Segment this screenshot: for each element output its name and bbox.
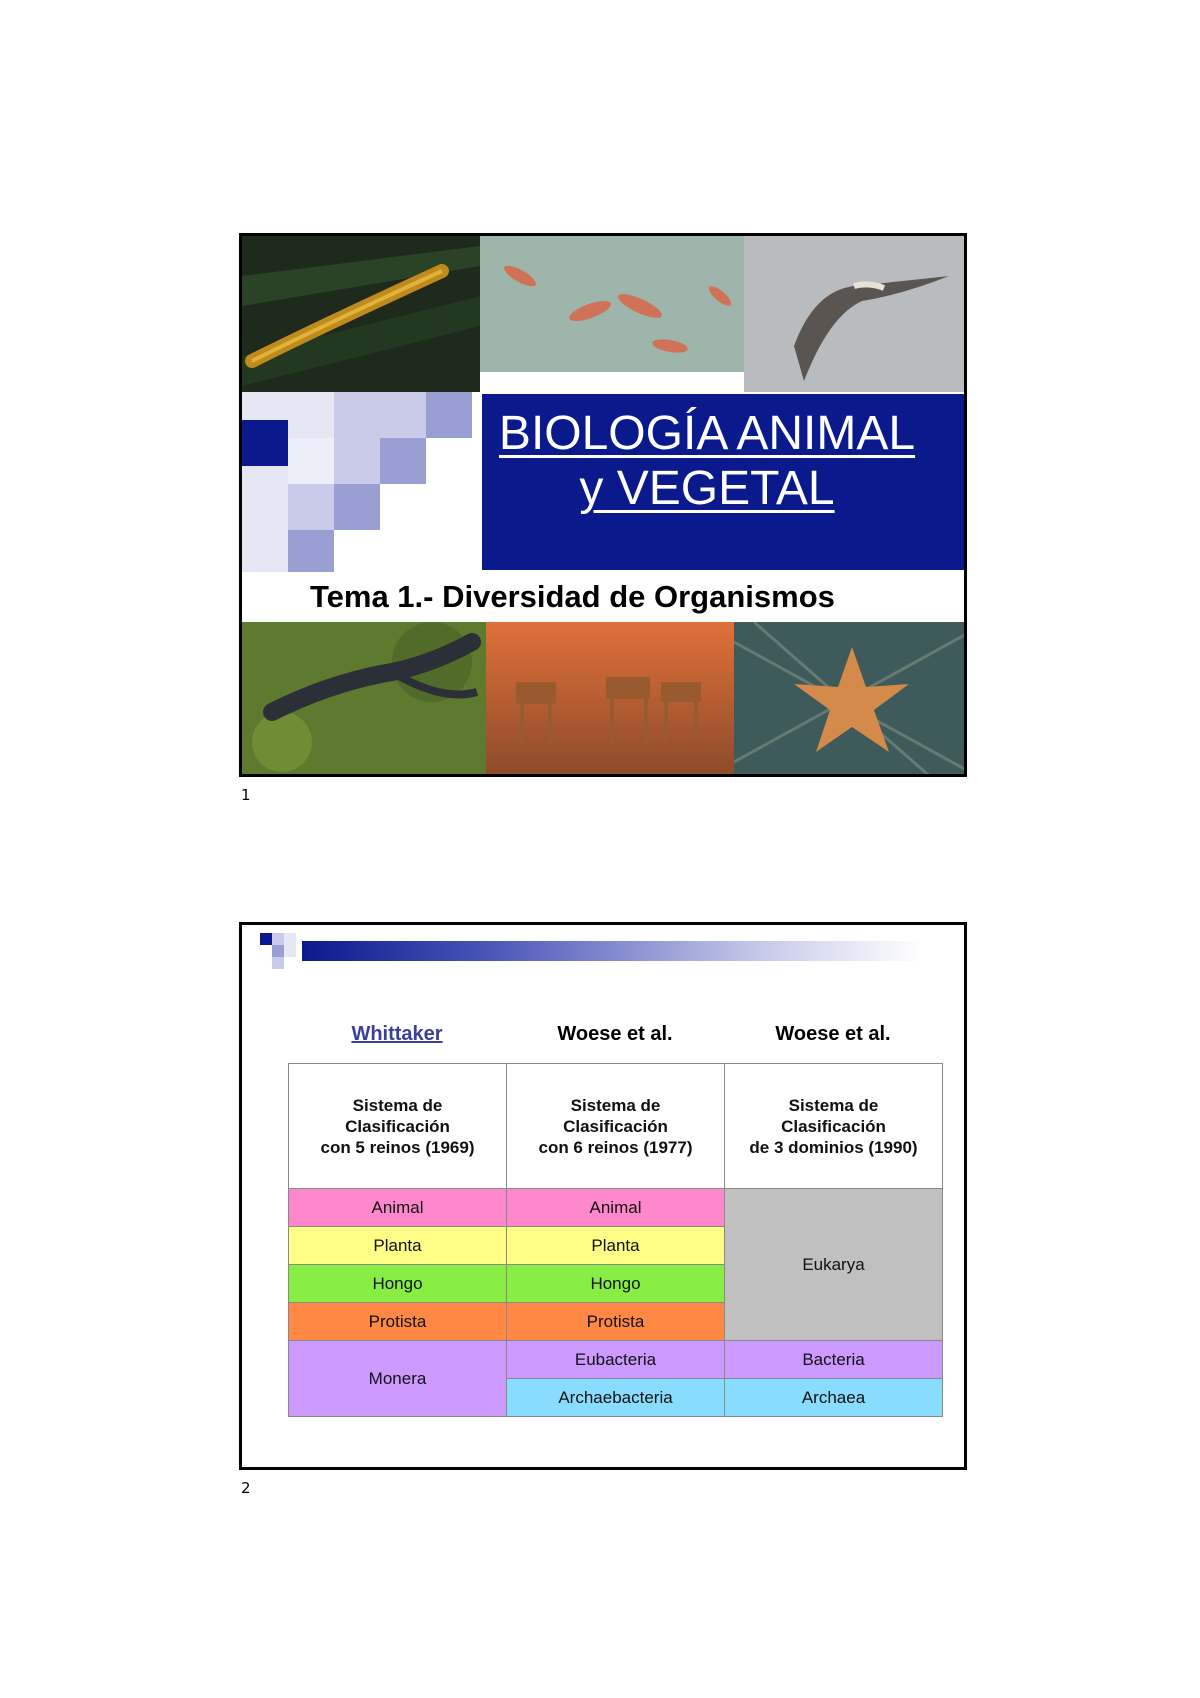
header-cell-5-kingdoms: Sistema de Clasificación con 5 reinos (1969): [289, 1064, 507, 1189]
page-number: 2: [241, 1479, 251, 1497]
photo-salamander: [242, 622, 486, 777]
cell-monera: Monera: [289, 1341, 507, 1417]
decorative-mosaic-small: [250, 933, 310, 969]
slide-title-line-1: BIOLOGÍA ANIMAL: [498, 407, 916, 460]
header-cell-3-domains: Sistema de Clasificación de 3 dominios (1990): [725, 1064, 943, 1189]
cell-archaebacteria: Archaebacteria: [507, 1379, 725, 1417]
photo-pipefish: [242, 236, 480, 392]
table-header-row: [289, 1064, 943, 1189]
header-cell-6-kingdoms: Sistema de Clasificación con 6 reinos (1977): [507, 1064, 725, 1189]
cell-archaea: Archaea: [725, 1379, 943, 1417]
classification-table: [288, 1063, 943, 1417]
title-slide: [239, 233, 967, 777]
cell-hongo: Hongo: [507, 1265, 725, 1303]
cell-animal: Animal: [507, 1189, 725, 1227]
photo-brine-shrimp: [480, 236, 744, 372]
decorative-mosaic: [242, 392, 482, 572]
slide-title-line-2: y VEGETAL: [579, 462, 835, 515]
column-author-woese-1977: Woese et al.: [557, 1023, 673, 1045]
cell-eukarya: Eukarya: [725, 1189, 943, 1341]
cell-hongo: Hongo: [289, 1265, 507, 1303]
column-author-woese-1990: Woese et al.: [775, 1023, 891, 1045]
cell-animal: Animal: [289, 1189, 507, 1227]
photo-flying-bird: [744, 236, 967, 392]
page-number: 1: [241, 786, 251, 804]
table-row: [289, 1189, 943, 1227]
cell-bacteria: Bacteria: [725, 1341, 943, 1379]
cell-planta: Planta: [507, 1227, 725, 1265]
photo-starfish: [734, 622, 967, 777]
column-author-whittaker[interactable]: Whittaker: [351, 1023, 443, 1045]
table-row: [289, 1341, 943, 1379]
cell-eubacteria: Eubacteria: [507, 1341, 725, 1379]
header-gradient-bar: [302, 941, 922, 961]
photo-gazelles: [486, 622, 734, 777]
cell-protista: Protista: [289, 1303, 507, 1341]
slide-subtitle: Tema 1.- Diversidad de Organismos: [310, 579, 835, 614]
classification-slide: [239, 922, 967, 1470]
cell-protista: Protista: [507, 1303, 725, 1341]
cell-planta: Planta: [289, 1227, 507, 1265]
